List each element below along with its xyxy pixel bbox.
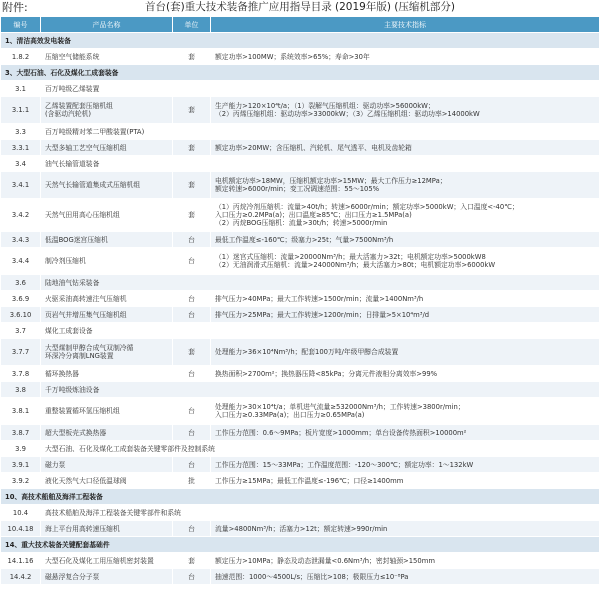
item-code: 3.4.1 <box>1 172 41 198</box>
item-spec-line: 处理能力>30×10⁴t/a；单机进气流量≥532000Nm³/h；工作转速>3800r/min； <box>215 403 465 411</box>
item-code: 1.8.2 <box>1 49 41 64</box>
item-name <box>41 199 173 231</box>
subsection-code: 3.1 <box>1 81 41 96</box>
table-row <box>1 569 599 585</box>
table-row <box>1 307 599 323</box>
item-name-line: 制冷剂压缩机 <box>45 257 86 265</box>
item-name-line: 火驱采油高转速注气压缩机 <box>45 294 127 303</box>
item-name-line: 天然气长输管道集成式压缩机组 <box>45 181 141 189</box>
table-row <box>1 172 599 199</box>
item-spec-line: 入口压力≥0.2MPa(a)；出口温度≥85℃；出口压力≥1.5MPa(a) <box>215 211 412 219</box>
table-row <box>1 291 599 307</box>
item-name <box>41 457 173 472</box>
subsection-code: 3.8 <box>1 382 41 397</box>
table-row <box>1 248 599 275</box>
subsection-name: 油气长输管道装备 <box>45 159 100 168</box>
table-row <box>1 425 599 441</box>
item-unit: 台 <box>173 307 211 322</box>
subsection-row <box>1 275 599 291</box>
item-spec-line: 排气压力>25MPa；最大工作转速>1200r/min；日排量>5×10⁴m³/d <box>215 310 430 319</box>
item-unit: 台 <box>173 232 211 247</box>
section-row <box>1 489 599 505</box>
section-row <box>1 537 599 553</box>
item-spec <box>211 49 599 64</box>
section-row <box>1 33 599 49</box>
item-name-line: 液化天然气大口径低温球阀 <box>45 476 127 485</box>
item-unit: 套 <box>173 199 211 231</box>
item-name-line: 磁悬浮复合分子泵 <box>45 572 100 581</box>
section-title: 1、清洁高效发电装备 <box>5 36 71 45</box>
item-unit: 台 <box>173 248 211 274</box>
item-spec <box>211 339 599 365</box>
appendix-label: 附件: <box>2 1 28 14</box>
item-name <box>41 248 173 274</box>
item-spec <box>211 457 599 472</box>
item-name <box>41 172 173 198</box>
item-spec-line: 流量>4800Nm³/h；活塞力>12t；额定转速>990r/min <box>215 524 388 533</box>
item-code: 3.9.1 <box>1 457 41 472</box>
item-name <box>41 307 173 322</box>
item-spec-line: 排气压力>40MPa；最大工作转速>1500r/min；流量>1400Nm³/h <box>215 294 424 303</box>
document-title: 首台(套)重大技术装备推广应用指导目录 (2019年版) (压缩机部分) <box>145 1 455 13</box>
item-code: 3.4.2 <box>1 199 41 231</box>
item-code: 3.7.8 <box>1 366 41 381</box>
item-spec <box>211 199 599 231</box>
table-row <box>1 473 599 489</box>
item-spec <box>211 97 599 123</box>
item-spec <box>211 366 599 381</box>
subsection-row <box>1 505 599 521</box>
item-unit: 台 <box>173 366 211 381</box>
item-name <box>41 97 173 123</box>
equipment-table <box>1 17 599 585</box>
table-row <box>1 199 599 232</box>
table-row <box>1 140 599 156</box>
section-row <box>1 65 599 81</box>
item-spec-line: 处理能力>36×10⁴Nm³/h；配套100万吨/年级甲醇合成装置 <box>215 348 399 356</box>
item-spec <box>211 569 599 584</box>
item-name-line: 磁力泵 <box>45 460 66 469</box>
table-row <box>1 339 599 366</box>
header-code: 编号 <box>1 17 41 32</box>
item-code: 10.4.18 <box>1 521 41 536</box>
item-spec-line: 电机额定功率>18MW，压缩机额定功率>15MW；最大工作压力≥12MPa； <box>215 177 447 185</box>
item-spec-line: 生产能力>120×10⁴t/a；（1）裂解气压缩机组：驱动功率>56000kW； <box>215 102 435 110</box>
subsection-name: 千万吨级炼油设备 <box>45 385 100 394</box>
item-code: 3.6.9 <box>1 291 41 306</box>
item-name-line: (含驱动汽轮机) <box>45 110 92 118</box>
subsection-row <box>1 323 599 339</box>
table-row <box>1 553 599 569</box>
section-title: 10、高技术船舶及海洋工程装备 <box>5 492 103 501</box>
header-unit: 单位 <box>173 17 211 32</box>
subsection-row <box>1 441 599 457</box>
item-name <box>41 291 173 306</box>
top-bar <box>0 0 600 18</box>
item-spec <box>211 140 599 155</box>
item-spec-line: 额定功率>100MW；系统效率>65%；寿命>30年 <box>215 52 370 61</box>
item-spec <box>211 521 599 536</box>
item-unit: 台 <box>173 425 211 440</box>
item-name <box>41 339 173 365</box>
subsection-code: 10.4 <box>1 505 41 520</box>
header-spec: 主要技术指标 <box>384 20 426 29</box>
item-spec-line: 额定转速>6000r/min；变工况调速范围：55～105% <box>215 185 380 193</box>
section-title: 14、重大技术装备关键配套基础件 <box>5 540 110 549</box>
item-spec-line: （1）丙烷冷剂压缩机：流量>40t/h；转速>6000r/min；额定功率>5000kW；入口温度<-40℃； <box>215 203 519 211</box>
item-name-line: 大型石化及煤化工用压缩机密封装置 <box>45 556 154 565</box>
item-name-line: 超大型板壳式换热器 <box>45 428 107 437</box>
item-unit: 台 <box>173 398 211 424</box>
table-row <box>1 232 599 248</box>
table-row <box>1 366 599 382</box>
table-row <box>1 97 599 124</box>
item-spec <box>211 172 599 198</box>
item-name <box>41 521 173 536</box>
item-spec <box>211 425 599 440</box>
item-unit: 套 <box>173 172 211 198</box>
item-spec-line: 额定功率>20MW；含压缩机、汽轮机、尾气透平、电机及齿轮箱 <box>215 143 412 152</box>
item-code: 3.1.1 <box>1 97 41 123</box>
item-code: 3.8.7 <box>1 425 41 440</box>
item-spec-line: 工作压力范围：0.6～9MPa；板片宽度>1000mm；单台设备传热面积>10000m² <box>215 428 467 437</box>
item-code: 3.7.7 <box>1 339 41 365</box>
item-spec-line: 最低工作温度≤-160℃；级塞力>25t；气量>7500Nm³/h <box>215 235 394 244</box>
subsection-code: 3.6 <box>1 275 41 290</box>
item-unit: 套 <box>173 553 211 568</box>
item-name <box>41 569 173 584</box>
item-spec <box>211 473 599 488</box>
table-row <box>1 521 599 537</box>
item-unit: 套 <box>173 339 211 365</box>
item-spec <box>211 291 599 306</box>
item-name <box>41 140 173 155</box>
item-code: 3.4.3 <box>1 232 41 247</box>
table-row <box>1 457 599 473</box>
item-spec-line: 工作压力范围：15～33MPa；工作温度范围：-120～300℃；额定功率：1～132kW <box>215 460 474 469</box>
item-unit: 台 <box>173 569 211 584</box>
section-title: 3、大型石油、石化及煤化工成套装备 <box>5 68 119 77</box>
item-name <box>41 425 173 440</box>
table-row <box>1 398 599 425</box>
item-name <box>41 398 173 424</box>
subsection-name: 大型石油、石化及煤化工成套装备关键零部件及控制系统 <box>45 444 215 453</box>
item-spec <box>211 398 599 424</box>
item-unit: 批 <box>173 473 211 488</box>
item-name-line: 页岩气井增压集气压缩机组 <box>45 310 127 319</box>
item-name <box>41 473 173 488</box>
item-code: 14.1.16 <box>1 553 41 568</box>
subsection-name: 高技术船舶及海洋工程装备关键零部件和系统 <box>45 508 181 517</box>
item-spec-line: （2）无油润滑式压缩机：流量>24000Nm³/h；最大活塞力>80t；电机额定功率>6000kW <box>215 261 496 269</box>
item-spec-line: （1）迷宫式压缩机：流量>20000Nm³/h；最大活塞力>32t；电机额定功率>5000kW8 <box>215 253 486 261</box>
item-code: 3.6.10 <box>1 307 41 322</box>
subsection-row <box>1 156 599 172</box>
item-name-line: 天然气田用高心压缩机组 <box>45 211 120 219</box>
item-unit: 套 <box>173 140 211 155</box>
item-spec-line: 抽速范围：1000～4500L/s；压缩比>108；极限压力≤10⁻⁸Pa <box>215 572 409 581</box>
item-spec <box>211 307 599 322</box>
subsection-name: 煤化工成套设备 <box>45 326 93 335</box>
item-spec-line: 工作压力≥15MPa；最低工作温度≤-196℃；口径≥1400mm <box>215 476 404 485</box>
item-unit: 台 <box>173 457 211 472</box>
subsection-row <box>1 382 599 398</box>
item-name-line: 环深冷分离制LNG装置 <box>45 352 114 360</box>
item-spec-line: （2）丙烯压缩机组：驱动功率>33000kW；（3）乙烯压缩机组：驱动功率>14000kW <box>215 110 480 118</box>
subsection-code: 3.4 <box>1 156 41 171</box>
subsection-row <box>1 124 599 140</box>
subsection-row <box>1 81 599 97</box>
item-spec <box>211 553 599 568</box>
item-unit: 套 <box>173 97 211 123</box>
item-spec-line: 额定压力>10MPa；静态及动态泄漏量<0.6Nm³/h；密封轴颈>150mm <box>215 556 435 565</box>
item-unit: 台 <box>173 521 211 536</box>
item-name-line: 循环换热器 <box>45 369 79 378</box>
item-name <box>41 366 173 381</box>
item-code: 3.4.4 <box>1 248 41 274</box>
item-code: 3.8.1 <box>1 398 41 424</box>
item-name <box>41 49 173 64</box>
item-name-line: 大型煤制甲醇合成气双制冷循 <box>45 344 134 352</box>
item-unit: 台 <box>173 291 211 306</box>
header-name: 产品名称 <box>41 17 173 32</box>
subsection-name: 百万吨级乙烯装置 <box>45 84 100 93</box>
subsection-name: 陆地油气钻采装备 <box>45 278 100 287</box>
item-name-line: 海上平台用高转速压缩机 <box>45 524 120 533</box>
item-spec <box>211 248 599 274</box>
item-name <box>41 232 173 247</box>
table-row <box>1 49 599 65</box>
item-name-line: 乙烯装置配套压缩机组 <box>45 102 113 110</box>
item-code: 3.9.2 <box>1 473 41 488</box>
item-spec-line: （2）丙烷BOG压缩机：流量>30t/h；转速>5000r/min <box>215 219 388 227</box>
table-header-row <box>1 17 599 33</box>
item-name-line: 压缩空气储能系统 <box>45 52 100 61</box>
item-name-line: 大型多轴工艺空气压缩机组 <box>45 143 127 152</box>
item-code: 14.4.2 <box>1 569 41 584</box>
item-spec <box>211 232 599 247</box>
item-name-line: 低温BOG迷宫压缩机 <box>45 235 108 244</box>
subsection-code: 3.7 <box>1 323 41 338</box>
subsection-name: 百万吨级精对苯二甲酸装置(PTA) <box>45 127 145 136</box>
item-unit: 套 <box>173 49 211 64</box>
item-spec-line: 换热面积>2700m²；换热器压降<85kPa；分离元件液相分离效率>99% <box>215 369 438 378</box>
item-code: 3.3.1 <box>1 140 41 155</box>
subsection-code: 3.3 <box>1 124 41 139</box>
item-spec-line: 入口压力≥0.33MPa(a)；出口压力≥0.65MPa(a) <box>215 411 365 419</box>
subsection-code: 3.9 <box>1 441 41 456</box>
item-name <box>41 553 173 568</box>
item-name-line: 重整装置循环氢压缩机组 <box>45 407 120 415</box>
